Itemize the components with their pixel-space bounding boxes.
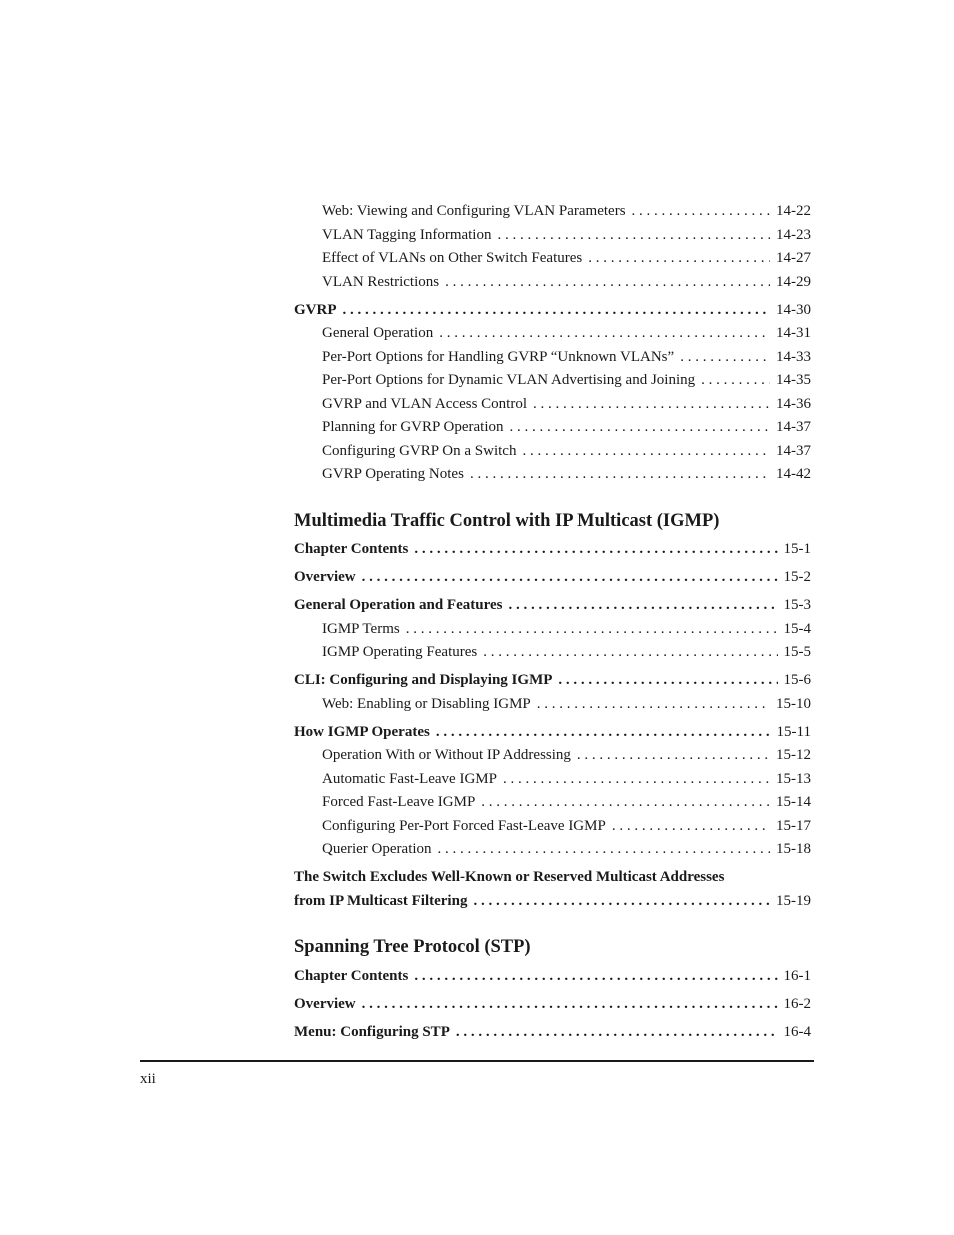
toc-entry-title: Operation With or Without IP Addressing: [322, 747, 571, 763]
toc-entry-title: Querier Operation: [322, 841, 432, 857]
dot-leader: [680, 346, 770, 370]
toc-entry-title: GVRP Operating Notes: [322, 466, 464, 482]
toc-section-title: Chapter Contents: [294, 967, 409, 984]
toc-entry[interactable]: [294, 322, 811, 346]
toc-section-title: How IGMP Operates: [294, 723, 430, 740]
toc-entry-page: 15-5: [783, 644, 811, 660]
dot-leader: [508, 594, 777, 618]
dot-leader: [497, 224, 770, 248]
toc-entry-title: Effect of VLANs on Other Switch Features: [322, 250, 583, 266]
toc-section-title: CLI: Configuring and Displaying IGMP: [294, 672, 553, 688]
dot-leader: [406, 618, 778, 642]
toc-entry[interactable]: [294, 440, 811, 464]
toc-entry-title: IGMP Operating Features: [322, 644, 478, 660]
dot-leader: [439, 322, 770, 346]
toc-section-page: 16-2: [783, 995, 811, 1012]
toc-section-cli[interactable]: [294, 669, 811, 693]
dot-leader: [483, 641, 777, 665]
toc-section-overview[interactable]: [294, 566, 811, 590]
toc-section-page: 16-1: [783, 967, 811, 984]
toc-entry[interactable]: [294, 369, 811, 393]
toc-entry[interactable]: [294, 768, 811, 792]
toc-entry-page: 15-10: [776, 695, 811, 712]
toc-entry[interactable]: [294, 271, 811, 295]
toc-entry-title: VLAN Tagging Information: [322, 226, 492, 243]
toc-entry[interactable]: [294, 815, 811, 839]
toc-entry-title: IGMP Terms: [322, 620, 400, 637]
toc-entry-page: 14-35: [776, 372, 811, 388]
toc-entry[interactable]: [294, 463, 811, 487]
dot-leader: [588, 247, 770, 271]
toc-entry[interactable]: [294, 693, 811, 717]
dot-leader: [558, 669, 777, 693]
toc-entry-page: 15-12: [776, 747, 811, 763]
toc-entry[interactable]: [294, 641, 811, 665]
toc-entry-page: 15-17: [776, 817, 811, 834]
toc-entry[interactable]: [294, 618, 811, 642]
toc-entry-title: Forced Fast-Leave IGMP: [322, 794, 476, 810]
table-of-contents: [294, 200, 811, 1044]
toc-section-chapter-contents[interactable]: [294, 965, 811, 989]
toc-section-page: 15-6: [783, 672, 811, 688]
toc-entry-page: 14-31: [776, 325, 811, 341]
toc-entry-page: 14-33: [776, 348, 811, 365]
chapter-title-igmp[interactable]: Multimedia Traffic Control with IP Multicast (IGMP): [294, 510, 720, 531]
toc-entry-page: 14-22: [776, 203, 811, 219]
toc-section-page: 15-11: [776, 723, 811, 740]
toc-entry-title: VLAN Restrictions: [322, 273, 440, 290]
page-number: xii: [140, 1071, 156, 1087]
toc-section-title: The Switch Excludes Well-Known or Reserved Multicast Addresses: [294, 869, 725, 885]
toc-entry[interactable]: [294, 744, 811, 768]
toc-section-title: General Operation and Features: [294, 597, 503, 613]
toc-entry-page: 15-14: [776, 794, 811, 810]
toc-section-page: 14-30: [776, 301, 811, 318]
dot-leader: [414, 965, 777, 989]
toc-section-chapter-contents[interactable]: [294, 538, 811, 562]
dot-leader: [481, 791, 770, 815]
dot-leader: [362, 566, 778, 590]
toc-section-title-continued: [294, 890, 811, 914]
dot-leader: [701, 369, 770, 393]
dot-leader: [445, 271, 770, 295]
toc-entry-title: Web: Viewing and Configuring VLAN Parameters: [322, 203, 626, 219]
toc-entry-page: 14-37: [776, 419, 811, 435]
toc-entry-page: 15-4: [783, 620, 811, 637]
dot-leader: [612, 815, 770, 839]
dot-leader: [456, 1021, 778, 1045]
toc-entry-title: Web: Enabling or Disabling IGMP: [322, 695, 531, 712]
toc-entry[interactable]: [294, 224, 811, 248]
toc-section-gvrp[interactable]: [294, 299, 811, 323]
toc-entry-page: 15-13: [776, 770, 811, 787]
toc-entry[interactable]: [294, 838, 811, 862]
toc-section-page: 15-19: [776, 892, 811, 909]
toc-entry-page: 14-29: [776, 273, 811, 290]
dot-leader: [537, 693, 770, 717]
toc-entry[interactable]: [294, 247, 811, 271]
dot-leader: [343, 299, 771, 323]
toc-entry-page: 14-23: [776, 226, 811, 243]
toc-section-title: Menu: Configuring STP: [294, 1023, 450, 1040]
toc-entry[interactable]: [294, 346, 811, 370]
toc-entry[interactable]: [294, 791, 811, 815]
dot-leader: [470, 463, 770, 487]
toc-entry-page: 14-36: [776, 395, 811, 412]
toc-section-title: Overview: [294, 995, 356, 1012]
toc-section-title: GVRP: [294, 301, 337, 318]
dot-leader: [522, 440, 770, 464]
toc-entry-title: GVRP and VLAN Access Control: [322, 395, 527, 412]
toc-entry-title: Automatic Fast-Leave IGMP: [322, 770, 497, 787]
toc-section-page: 16-4: [783, 1023, 811, 1040]
toc-entry[interactable]: [294, 416, 811, 440]
dot-leader: [436, 721, 771, 745]
toc-entry-title: Configuring GVRP On a Switch: [322, 442, 517, 459]
dot-leader: [473, 890, 770, 914]
toc-section-title-line2: from IP Multicast Filtering: [294, 892, 468, 909]
dot-leader: [510, 416, 770, 440]
toc-entry-title: Configuring Per-Port Forced Fast-Leave IGMP: [322, 817, 606, 834]
toc-entry-page: 14-27: [776, 250, 811, 266]
toc-entry-page: 14-42: [776, 466, 811, 482]
footer-rule: [140, 1060, 814, 1062]
toc-entry[interactable]: [294, 200, 811, 224]
toc-entry[interactable]: [294, 393, 811, 417]
toc-section-title: Chapter Contents: [294, 541, 409, 557]
toc-entry-title: Per-Port Options for Handling GVRP “Unknown VLANs”: [322, 348, 675, 365]
dot-leader: [503, 768, 770, 792]
toc-entry-page: 14-37: [776, 442, 811, 459]
dot-leader: [533, 393, 770, 417]
dot-leader: [438, 838, 770, 862]
toc-section-title: Overview: [294, 569, 356, 585]
toc-section-page: 15-1: [783, 541, 811, 557]
dot-leader: [414, 538, 777, 562]
toc-section-overview[interactable]: [294, 993, 811, 1017]
toc-section-general-operation[interactable]: [294, 594, 811, 618]
toc-section-excludes-multicast[interactable]: [294, 866, 811, 913]
toc-entry-title: General Operation: [322, 325, 434, 341]
toc-entry-title: Per-Port Options for Dynamic VLAN Advertising and Joining: [322, 372, 696, 388]
toc-entry-title: Planning for GVRP Operation: [322, 419, 504, 435]
dot-leader: [577, 744, 770, 768]
dot-leader: [632, 200, 770, 224]
toc-section-page: 15-3: [783, 597, 811, 613]
toc-section-page: 15-2: [783, 569, 811, 585]
toc-entry-page: 15-18: [776, 841, 811, 857]
toc-section-menu-configuring-stp[interactable]: [294, 1021, 811, 1045]
toc-section-how-igmp-operates[interactable]: [294, 721, 811, 745]
dot-leader: [362, 993, 778, 1017]
chapter-title-stp[interactable]: Spanning Tree Protocol (STP): [294, 937, 531, 957]
